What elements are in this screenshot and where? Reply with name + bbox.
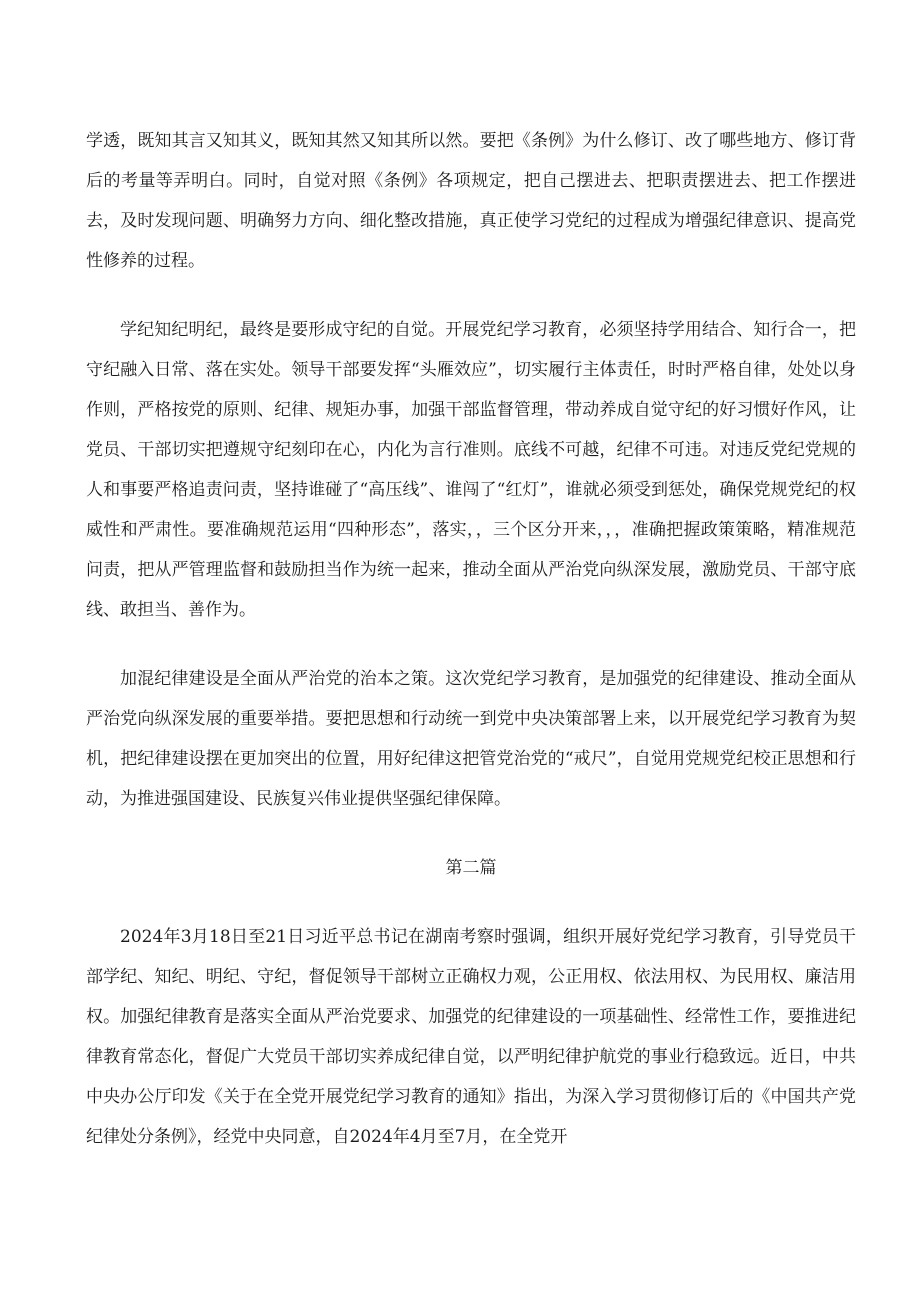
paragraph-gap <box>86 888 856 917</box>
paragraph-4: 2024年3月18日至21日习近平总书记在湖南考察时强调，组织开展好党纪学习教育，引导党员干部学纪、知纪、明纪、守纪，督促领导干部树立正确权力观，公正用权、依法用权、为民用权、廉洁用权。加强纪律教育是落实全面从严治党要求、加强党的纪律建设的一项基础性、经常性工作，要推进纪律教育常态化，督促广大党员干部切实养成纪律自觉，以严明纪律护航党的事业行稳致远。近日，中共中央办公厅印发《关于在全党开展党纪学习教育的通知》指出，为深入学习贯彻修订后的《中国共产党纪律处分条例》，经党中央同意，自2024年4月至7月，在全党开 <box>86 927 856 1147</box>
paragraph-gap <box>86 819 856 848</box>
document-page <box>86 121 856 1157</box>
paragraph-1: 学透，既知其言又知其义，既知其然又知其所以然。要把《条例》为什么修订、改了哪些地方、修订背后的考量等弄明白。同时，自觉对照《条例》各项规定，把自己摆进去、把职责摆进去、把工作摆进去，及时发现问题、明确努力方向、细化整改措施，真正使学习党纪的过程成为增强纪律意识、提高党性修养的过程。 <box>86 131 856 271</box>
paragraph-2: 学纪知纪明纪，最终是要形成守纪的自觉。开展党纪学习教育，必须坚持学用结合、知行合一，把守纪融入日常、落在实处。领导干部要发挥“头雁效应”，切实履行主体责任，时时严格自律，处处以身作则，严格按党的原则、纪律、规矩办事，加强干部监督管理，带动养成自觉守纪的好习惯好作风，让党员、干部切实把遵规守纪刻印在心，内化为言行准则。底线不可越，纪律不可违。对违反党纪党规的人和事要严格追责问责，坚持谁碰了“高压线”、谁闯了“红灯”，谁就必须受到惩处，确保党规党纪的权威性和严肃性。要准确规范运用“四种形态”，落实，，三个区分开来，，，准确把握政策策略，精准规范问责，把从严管理监督和鼓励担当作为统一起来，推动全面从严治党向纵深发展，激励党员、干部守底线、敢担当、善作为。 <box>86 320 856 620</box>
section-title: 第二篇 <box>445 858 497 878</box>
paragraph-gap <box>86 630 856 659</box>
paragraph-3: 加混纪律建设是全面从严治党的治本之策。这次党纪学习教育，是加强党的纪律建设、推动全面从严治党向纵深发展的重要举措。要把思想和行动统一到党中央决策部署上来，以开展党纪学习教育为契机，把纪律建设摆在更加突出的位置，用好纪律这把管党治党的“戒尺”，自觉用党规党纪校正思想和行动，为推进强国建设、民族复兴伟业提供坚强纪律保障。 <box>86 669 856 809</box>
paragraph-gap <box>86 281 856 310</box>
